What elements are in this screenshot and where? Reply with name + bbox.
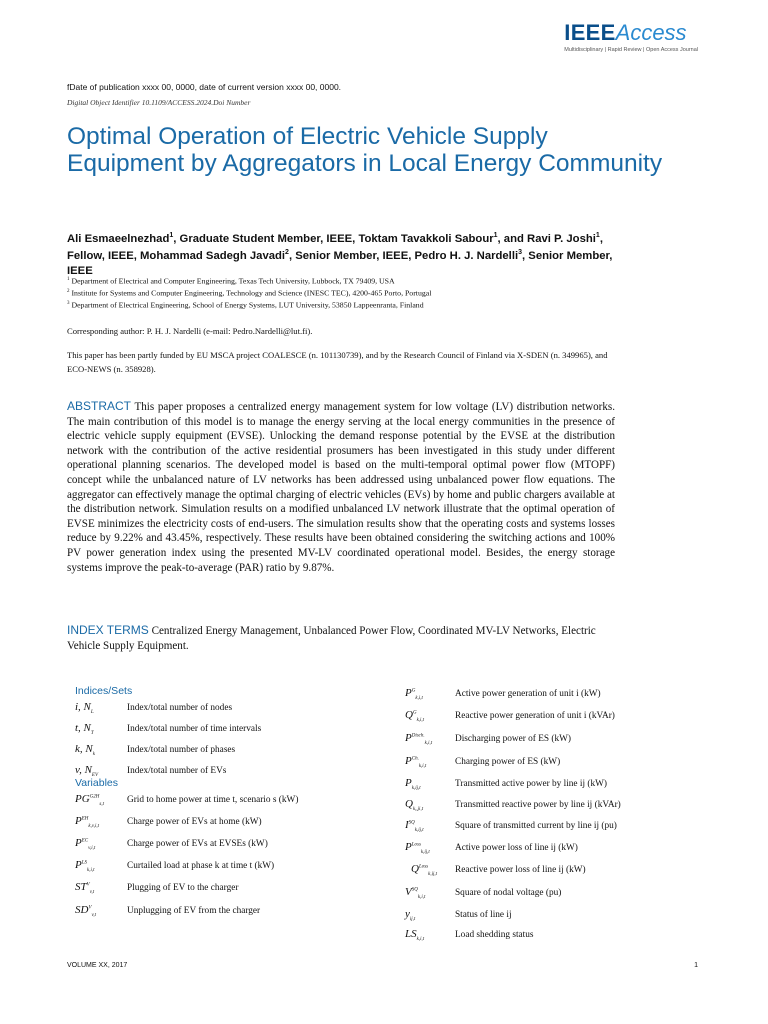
affiliation-number: 2 <box>67 289 70 294</box>
symbol <box>405 908 415 922</box>
list-item <box>405 687 705 707</box>
symbol-sub: ij,t <box>409 917 416 923</box>
author-name: Ali Esmaeelnezhad <box>67 232 170 245</box>
description: Index/total number of time intervals <box>127 724 262 734</box>
symbol-sub: k,i,t <box>417 895 426 901</box>
symbol-base: k, N <box>75 743 93 755</box>
description: Curtailed load at phase k at time t (kW) <box>127 861 275 871</box>
author-sup: 2 <box>285 249 289 257</box>
symbol-sup: Loss <box>418 864 429 870</box>
list-item <box>75 904 395 924</box>
symbol-sup: Disch. <box>411 733 425 739</box>
description: Index/total number of phases <box>127 745 236 755</box>
affiliation-text: Department of Electrical and Computer Engineering, Texas Tech University, Lubbock, TX 79409, USA <box>71 276 395 286</box>
paper-title: Optimal Operation of Electric Vehicle Supply Equipment by Aggregators in Local Energy Community <box>67 123 663 177</box>
list-item <box>75 859 395 879</box>
nomenclature-right <box>405 687 705 947</box>
symbol-base: P <box>405 841 412 853</box>
symbol <box>405 841 430 855</box>
description: Transmitted reactive power by line ij (kVAr) <box>455 800 621 810</box>
symbol-sup: EH <box>81 816 89 822</box>
symbol <box>405 732 432 746</box>
symbol-sub: k,,ji,t <box>412 807 424 813</box>
volume-footer: VOLUME XX, 2017 <box>67 962 128 969</box>
list-item <box>405 908 705 928</box>
author-after: , Senior Member, IEEE, Pedro H. J. Nardelli <box>288 250 519 263</box>
symbol-sub: k,ij,t <box>420 850 430 856</box>
symbol-base: PG <box>75 793 90 805</box>
symbol-sup: SQ <box>408 820 415 826</box>
symbol-sub: k,i,t <box>87 868 95 874</box>
symbol-base: LS <box>405 928 417 940</box>
symbol <box>405 777 421 791</box>
author-name: Toktam Tavakkoli Sabour <box>358 232 494 245</box>
symbol-sup: Ch. <box>411 756 419 762</box>
symbol <box>405 886 425 900</box>
symbol-sub: k,i,t <box>416 937 425 943</box>
symbol-base: P <box>75 815 82 827</box>
symbol-sub: k <box>92 752 95 758</box>
symbol-base: P <box>75 859 82 871</box>
affiliation-text: Department of Electrical Engineering, School of Energy Systems, LUT University, 53850 Lappeenranta, Finland <box>71 300 424 310</box>
author-after: , Graduate Student Member, IEEE, <box>173 232 359 245</box>
symbol <box>75 904 96 918</box>
affiliation-number: 1 <box>67 277 70 282</box>
list-item <box>75 815 395 835</box>
funding-note: This paper has been partly funded by EU MSCA project COALESCE (n. 101130739), and by the Research Council of Finland via X-SDEN (n. 349965), and ECO-NEWS (n. 358928). <box>67 350 608 374</box>
symbol <box>75 881 94 895</box>
symbol-base: P <box>405 687 412 699</box>
list-item <box>405 777 705 797</box>
affiliation-1 <box>67 275 395 287</box>
symbol-base: ST <box>75 881 87 893</box>
description: Charge power of EVs at EVSEs (kW) <box>127 839 268 849</box>
list-item <box>405 841 705 861</box>
list-item <box>405 798 705 818</box>
symbol-base: Q <box>411 863 419 875</box>
symbol-base: P <box>405 732 412 744</box>
symbol-sup: G <box>412 710 417 716</box>
symbol-sup: V <box>86 882 90 888</box>
description: Grid to home power at time t, scenario s (kW) <box>127 795 299 805</box>
list-item <box>405 886 705 906</box>
index-terms-label: INDEX TERMS <box>67 623 149 637</box>
affiliation-text: Institute for Systems and Computer Engineering, Technology and Science (INESC TEC), 4200-465 Porto, Portugal <box>71 288 432 298</box>
journal-name-suffix: Access <box>615 20 687 45</box>
symbol <box>75 837 95 851</box>
symbol-sup: SQ <box>411 887 418 893</box>
description: Reactive power loss of line ij (kW) <box>455 865 586 875</box>
nomenclature-left <box>75 685 395 945</box>
symbol-base: v, N <box>75 764 92 776</box>
author-sup: 1 <box>169 232 174 239</box>
description: Square of nodal voltage (pu) <box>455 888 562 898</box>
description: Active power loss of line ij (kW) <box>455 843 578 853</box>
list-item <box>75 764 395 784</box>
list-item <box>405 928 705 948</box>
abstract-label: ABSTRACT <box>67 399 132 413</box>
page-number: 1 <box>694 962 698 969</box>
symbol <box>75 701 94 715</box>
journal-name: IEEE <box>564 20 616 45</box>
description: Square of transmitted current by line ij (pu) <box>455 821 617 831</box>
symbol-sub: v,t <box>91 913 97 919</box>
symbol-sub: k,i,t <box>418 764 427 770</box>
symbol-sub: EV <box>91 773 99 779</box>
symbol-sub: k,i,t <box>415 696 423 702</box>
list-item <box>405 732 705 752</box>
author-sup: 1 <box>493 232 498 239</box>
description: Charging power of ES (kW) <box>455 757 561 767</box>
symbol-sub: k,ij,t <box>428 872 438 878</box>
symbol-sub: T <box>90 731 94 737</box>
list-item <box>405 863 705 883</box>
description: Status of line ij <box>455 910 512 920</box>
symbol-base: I <box>405 819 409 831</box>
symbol-base: Q <box>405 709 413 721</box>
index-terms <box>67 623 615 653</box>
journal-logo <box>564 20 698 53</box>
affiliation-3 <box>67 299 424 311</box>
author-after: , Fellow, IEEE, Mohammad Sadegh Javadi <box>67 232 603 263</box>
symbol-base: V <box>405 886 412 898</box>
symbol-base: P <box>405 777 412 789</box>
publication-date: fDate of publication xxxx 00, 0000, date of current version xxxx 00, 0000. <box>67 82 342 92</box>
symbol-base: Q <box>405 798 413 810</box>
symbol-base: t, N <box>75 722 91 734</box>
symbol <box>405 709 424 723</box>
list-item <box>75 701 395 721</box>
symbol <box>411 863 437 877</box>
list-item <box>75 743 395 763</box>
symbol-sup: EC <box>81 838 89 844</box>
symbol-sub: k,ij,t <box>411 786 421 792</box>
symbol <box>75 815 99 829</box>
symbol <box>405 687 423 701</box>
symbol-sub: k,i,t <box>416 718 425 724</box>
symbol-sup: G <box>411 688 416 694</box>
symbol <box>405 755 426 769</box>
description: Active power generation of unit i (kW) <box>455 689 601 699</box>
symbol-sub: v,t <box>89 890 95 896</box>
abstract <box>67 399 615 575</box>
symbol <box>75 793 104 807</box>
list-item <box>405 755 705 775</box>
author-sup: 3 <box>518 249 523 257</box>
symbol-sub: k,v,i,t <box>88 824 100 830</box>
description: Transmitted active power by line ij (kW) <box>455 779 607 789</box>
abstract-text: This paper proposes a centralized energy management system for low voltage (LV) distribution networks. The main contribution of this model is to manage the energy serving at the local energy communities in the presence of electric vehicle supply equipment (EVSE). Unlocking the demand response potential by the EVSE at the distribution network with the contribution of the active residential prosumers has been investigated in this study under different operational planning scenarios. The developed model is based on the multi-temporal optimal power flow (MTOPF) concept while the unbalanced nature of LV networks has been addressed using unbalanced power flow equations. The aggregator can effectively manage the optimal charging of electric vehicles (EVs) by home and public chargers available at the distribution network. Simulation results on a modified unbalanced LV network illustrate that the optimal operation of EVSE minimizes the electricity costs of end-users. The simulation results show that the operating costs and systems losses reduce by 9.22% and 43.45%, respectively. These results have been obtained considering the switching actions and 100% PV power generation index using the presented MV-LV coordinated operational model. Besides, the energy storage systems improve the peak-to-average (PAR) ratio by 9.87%. <box>67 401 615 574</box>
doi: Digital Object Identifier 10.1109/ACCESS.2024.Doi Number <box>67 98 251 107</box>
description: Load shedding status <box>455 930 534 940</box>
corresponding-author: Corresponding author: P. H. J. Nardelli (e-mail: Pedro.Nardelli@lut.fi). <box>67 326 313 336</box>
author-after: , and Ravi P. Joshi <box>497 232 596 245</box>
symbol-sup: LS <box>81 860 88 866</box>
symbol-base: P <box>75 837 82 849</box>
symbol <box>405 928 424 942</box>
symbol-base: y <box>405 908 410 920</box>
symbol-base: P <box>405 755 412 767</box>
list-item <box>405 819 705 839</box>
list-item <box>405 709 705 729</box>
list-item <box>75 837 395 857</box>
author-list <box>67 229 627 278</box>
journal-tagline: Multidisciplinary | Rapid Review | Open Access Journal <box>564 47 698 53</box>
description: Index/total number of nodes <box>127 703 233 713</box>
symbol-sup: G2H <box>89 794 100 800</box>
symbol-sub: s,t <box>99 802 104 808</box>
affiliation-2 <box>67 287 431 299</box>
list-item <box>75 722 395 742</box>
description: Reactive power generation of unit i (kVAr) <box>455 711 615 721</box>
symbol <box>405 798 423 812</box>
symbol-sub: k,i,t <box>424 741 433 747</box>
list-item <box>75 793 395 813</box>
description: Unplugging of EV from the charger <box>127 906 261 916</box>
symbol-sub: v,i,t <box>88 846 96 852</box>
author-after: , Senior Member, IEEE <box>67 250 613 277</box>
description: Charge power of EVs at home (kW) <box>127 817 262 827</box>
symbol-base: SD <box>75 904 89 916</box>
symbol <box>75 743 95 757</box>
affiliation-number: 3 <box>67 301 70 306</box>
list-item <box>75 881 395 901</box>
indices-title: Indices/Sets <box>75 685 133 697</box>
description: Plugging of EV to the charger <box>127 883 239 893</box>
symbol <box>75 859 95 873</box>
symbol <box>405 819 424 833</box>
description: Discharging power of ES (kW) <box>455 734 572 744</box>
symbol-sub: k,ij,t <box>414 828 424 834</box>
symbol-sup: Loss <box>411 842 421 848</box>
description: Index/total number of EVs <box>127 766 227 776</box>
symbol-sup: V <box>88 905 92 911</box>
variables-title: Variables <box>75 777 118 789</box>
symbol-base: i, N <box>75 701 91 713</box>
symbol <box>75 722 94 736</box>
symbol-sub: L <box>90 710 94 716</box>
author-sup: 1 <box>595 232 600 239</box>
index-terms-text: Centralized Energy Management, Unbalanced Power Flow, Coordinated MV-LV Networks, Electric Vehicle Supply Equipment. <box>67 625 596 652</box>
